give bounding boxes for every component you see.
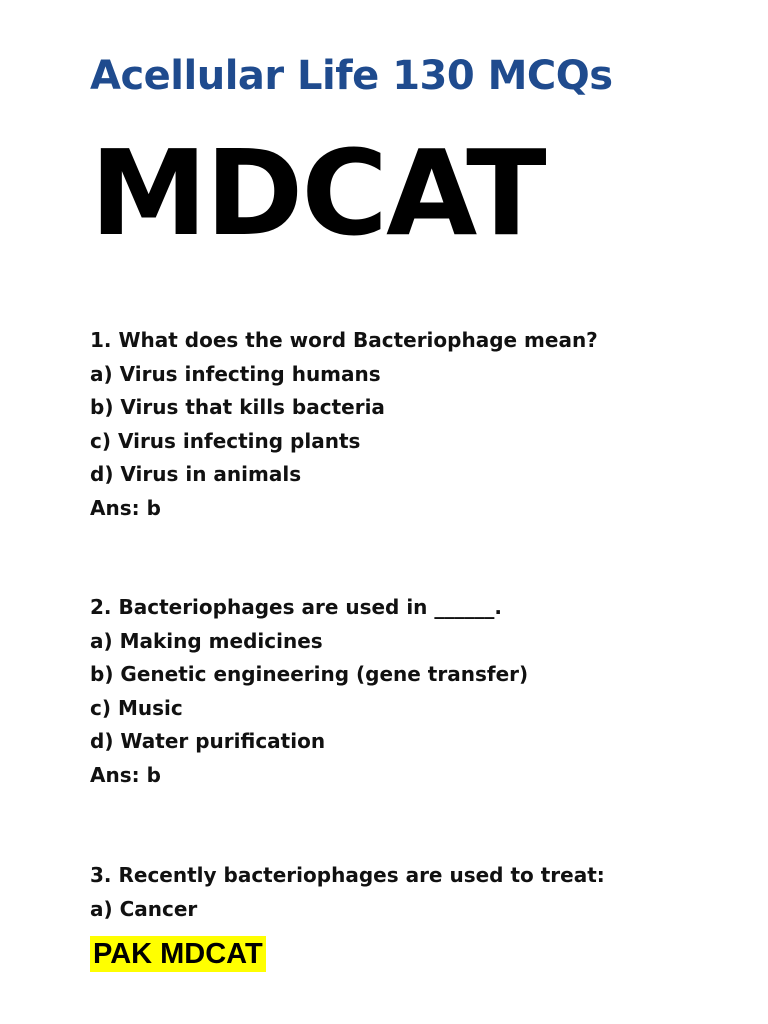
answer-key: Ans: b bbox=[90, 495, 161, 520]
document-title: Acellular Life 130 MCQs bbox=[90, 53, 613, 99]
answer-option: a) Virus infecting humans bbox=[90, 361, 381, 386]
answer-option: d) Water purification bbox=[90, 729, 326, 753]
answer-option: b) Virus that kills bacteria bbox=[90, 395, 385, 419]
exam-heading: MDCAT bbox=[90, 124, 545, 262]
answer-option: a) Cancer bbox=[90, 896, 198, 921]
question-text: 1. What does the word Bacteriophage mean? bbox=[90, 328, 598, 352]
question-text: 2. Bacteriophages are used in ______. bbox=[90, 595, 502, 619]
answer-key: Ans: b bbox=[90, 762, 161, 787]
question-block bbox=[90, 591, 528, 792]
answer-option: b) Genetic engineering (gene transfer) bbox=[90, 662, 529, 686]
answer-option: c) Virus infecting plants bbox=[90, 428, 361, 453]
question-text: 3. Recently bacteriophages are used to treat: bbox=[90, 863, 605, 887]
question-block bbox=[90, 324, 598, 525]
question-block bbox=[90, 859, 605, 926]
answer-option: c) Music bbox=[90, 695, 183, 720]
answer-option: d) Virus in animals bbox=[90, 462, 302, 486]
answer-option: a) Making medicines bbox=[90, 628, 323, 653]
footer-brand-label: PAK MDCAT bbox=[90, 936, 266, 972]
